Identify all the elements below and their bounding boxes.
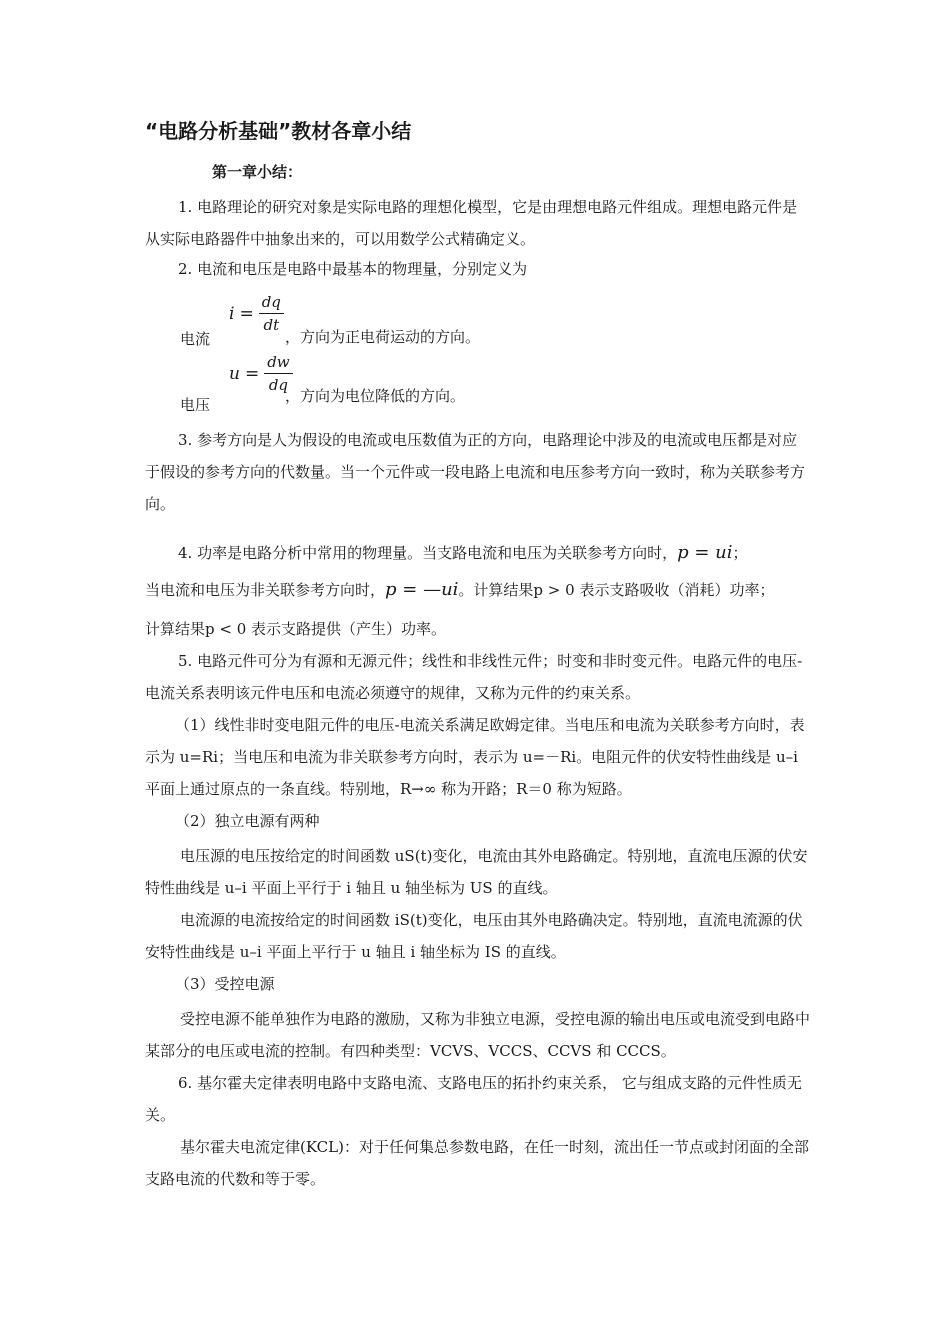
paragraph-5-2-current-source: 电流源的电流按给定的时间函数 iS(t)变化，电压由其外电路确决定。特别地，直流电流源的伏安特性曲线是 u–i 平面上平行于 u 轴且 i 轴坐标为 IS 的直线。 (145, 911, 803, 961)
paragraph-5-1: （1）线性非时变电阻元件的电压-电流关系满足欧姆定律。当电压和电流为关联参考方向时，表示为 u=Ri；当电压和电流为非关联参考方向时，表示为 u=－Ri。电阻元件的伏安特性曲线是 u–i 平面上通过原点的一条直线。特别地，R→∞ 称为开路；R＝0 称为短路。 (145, 716, 805, 798)
current-denominator: dt (263, 316, 280, 334)
paragraph-5-3: （3）受控电源 (175, 975, 275, 993)
current-formula (229, 292, 284, 335)
power-text-1: 4. 功率是电路分析中常用的物理量。当支路电流和电压为关联参考方向时， (178, 544, 678, 562)
current-description: ，方向为正电荷运动的方向。 (285, 328, 481, 346)
paragraph-5-2-voltage-source: 电压源的电压按给定的时间函数 uS(t)变化，电流由其外电路确定。特别地，直流电压源的伏安特性曲线是 u–i 平面上平行于 i 轴且 u 轴坐标为 US 的直线。 (145, 847, 808, 897)
paragraph-4-line-2 (145, 574, 774, 606)
paragraph-5: 5. 电路元件可分为有源和无源元件；线性和非线性元件；时变和非时变元件。电路元件的电压-电流关系表明该元件电压和电流必须遵守的规律，又称为元件的约束关系。 (145, 652, 803, 702)
paragraph-2: 2. 电流和电压是电路中最基本的物理量，分别定义为 (178, 260, 528, 278)
paragraph-6: 6. 基尔霍夫定律表明电路中支路电流、支路电压的拓扑约束关系， 它与组成支路的元件性质无关。 (145, 1074, 802, 1124)
voltage-lhs: u (229, 363, 240, 384)
power-formula-non-associated: p = —ui (385, 579, 459, 600)
paragraph-3: 3. 参考方向是人为假设的电流或电压数值为正的方向，电路理论中涉及的电流或电压都是对应于假设的参考方向的代数量。当一个元件或一段电路上电流和电压参考方向一致时，称为关联参考方向。 (145, 431, 806, 513)
chapter-heading: 第一章小结： (212, 163, 303, 181)
current-label: 电流 (180, 330, 211, 348)
current-numerator: dq (259, 292, 284, 314)
voltage-formula (229, 352, 293, 395)
current-lhs: i (229, 303, 235, 324)
power-formula-associated: p = ui (677, 542, 733, 563)
voltage-eq: = (244, 363, 260, 384)
voltage-label: 电压 (180, 396, 211, 414)
current-fraction (259, 292, 284, 335)
paragraph-4-line-3: 计算结果p < 0 表示支路提供（产生）功率。 (145, 620, 447, 638)
paragraph-6-kcl: 基尔霍夫电流定律(KCL)：对于任何集总参数电路，在任一时刻，流出任一节点或封闭面的全部支路电流的代数和等于零。 (145, 1138, 809, 1188)
voltage-denominator: dq (268, 376, 289, 394)
voltage-numerator: dw (264, 352, 292, 374)
paragraph-5-3-controlled-source: 受控电源不能单独作为电路的激励，又称为非独立电源，受控电源的输出电压或电流受到电路中某部分的电压或电流的控制。有四种类型：VCVS、VCCS、CCVS 和 CCCS。 (145, 1010, 811, 1060)
power-text-3: 当电流和电压为非关联参考方向时， (145, 581, 386, 599)
paragraph-5-2: （2）独立电源有两种 (175, 812, 320, 830)
voltage-description: ，方向为电位降低的方向。 (285, 387, 466, 405)
current-eq: = (239, 303, 254, 324)
power-text-4: 。计算结果p > 0 表示支路吸收（消耗）功率； (458, 581, 775, 599)
paragraph-1: 1. 电路理论的研究对象是实际电路的理想化模型，它是由理想电路元件组成。理想电路元件是从实际电路器件中抽象出来的，可以用数学公式精确定义。 (145, 198, 798, 248)
power-text-2: ； (732, 544, 748, 562)
document-title: “电路分析基础”教材各章小结 (145, 119, 412, 143)
paragraph-4-line-1 (178, 537, 748, 569)
